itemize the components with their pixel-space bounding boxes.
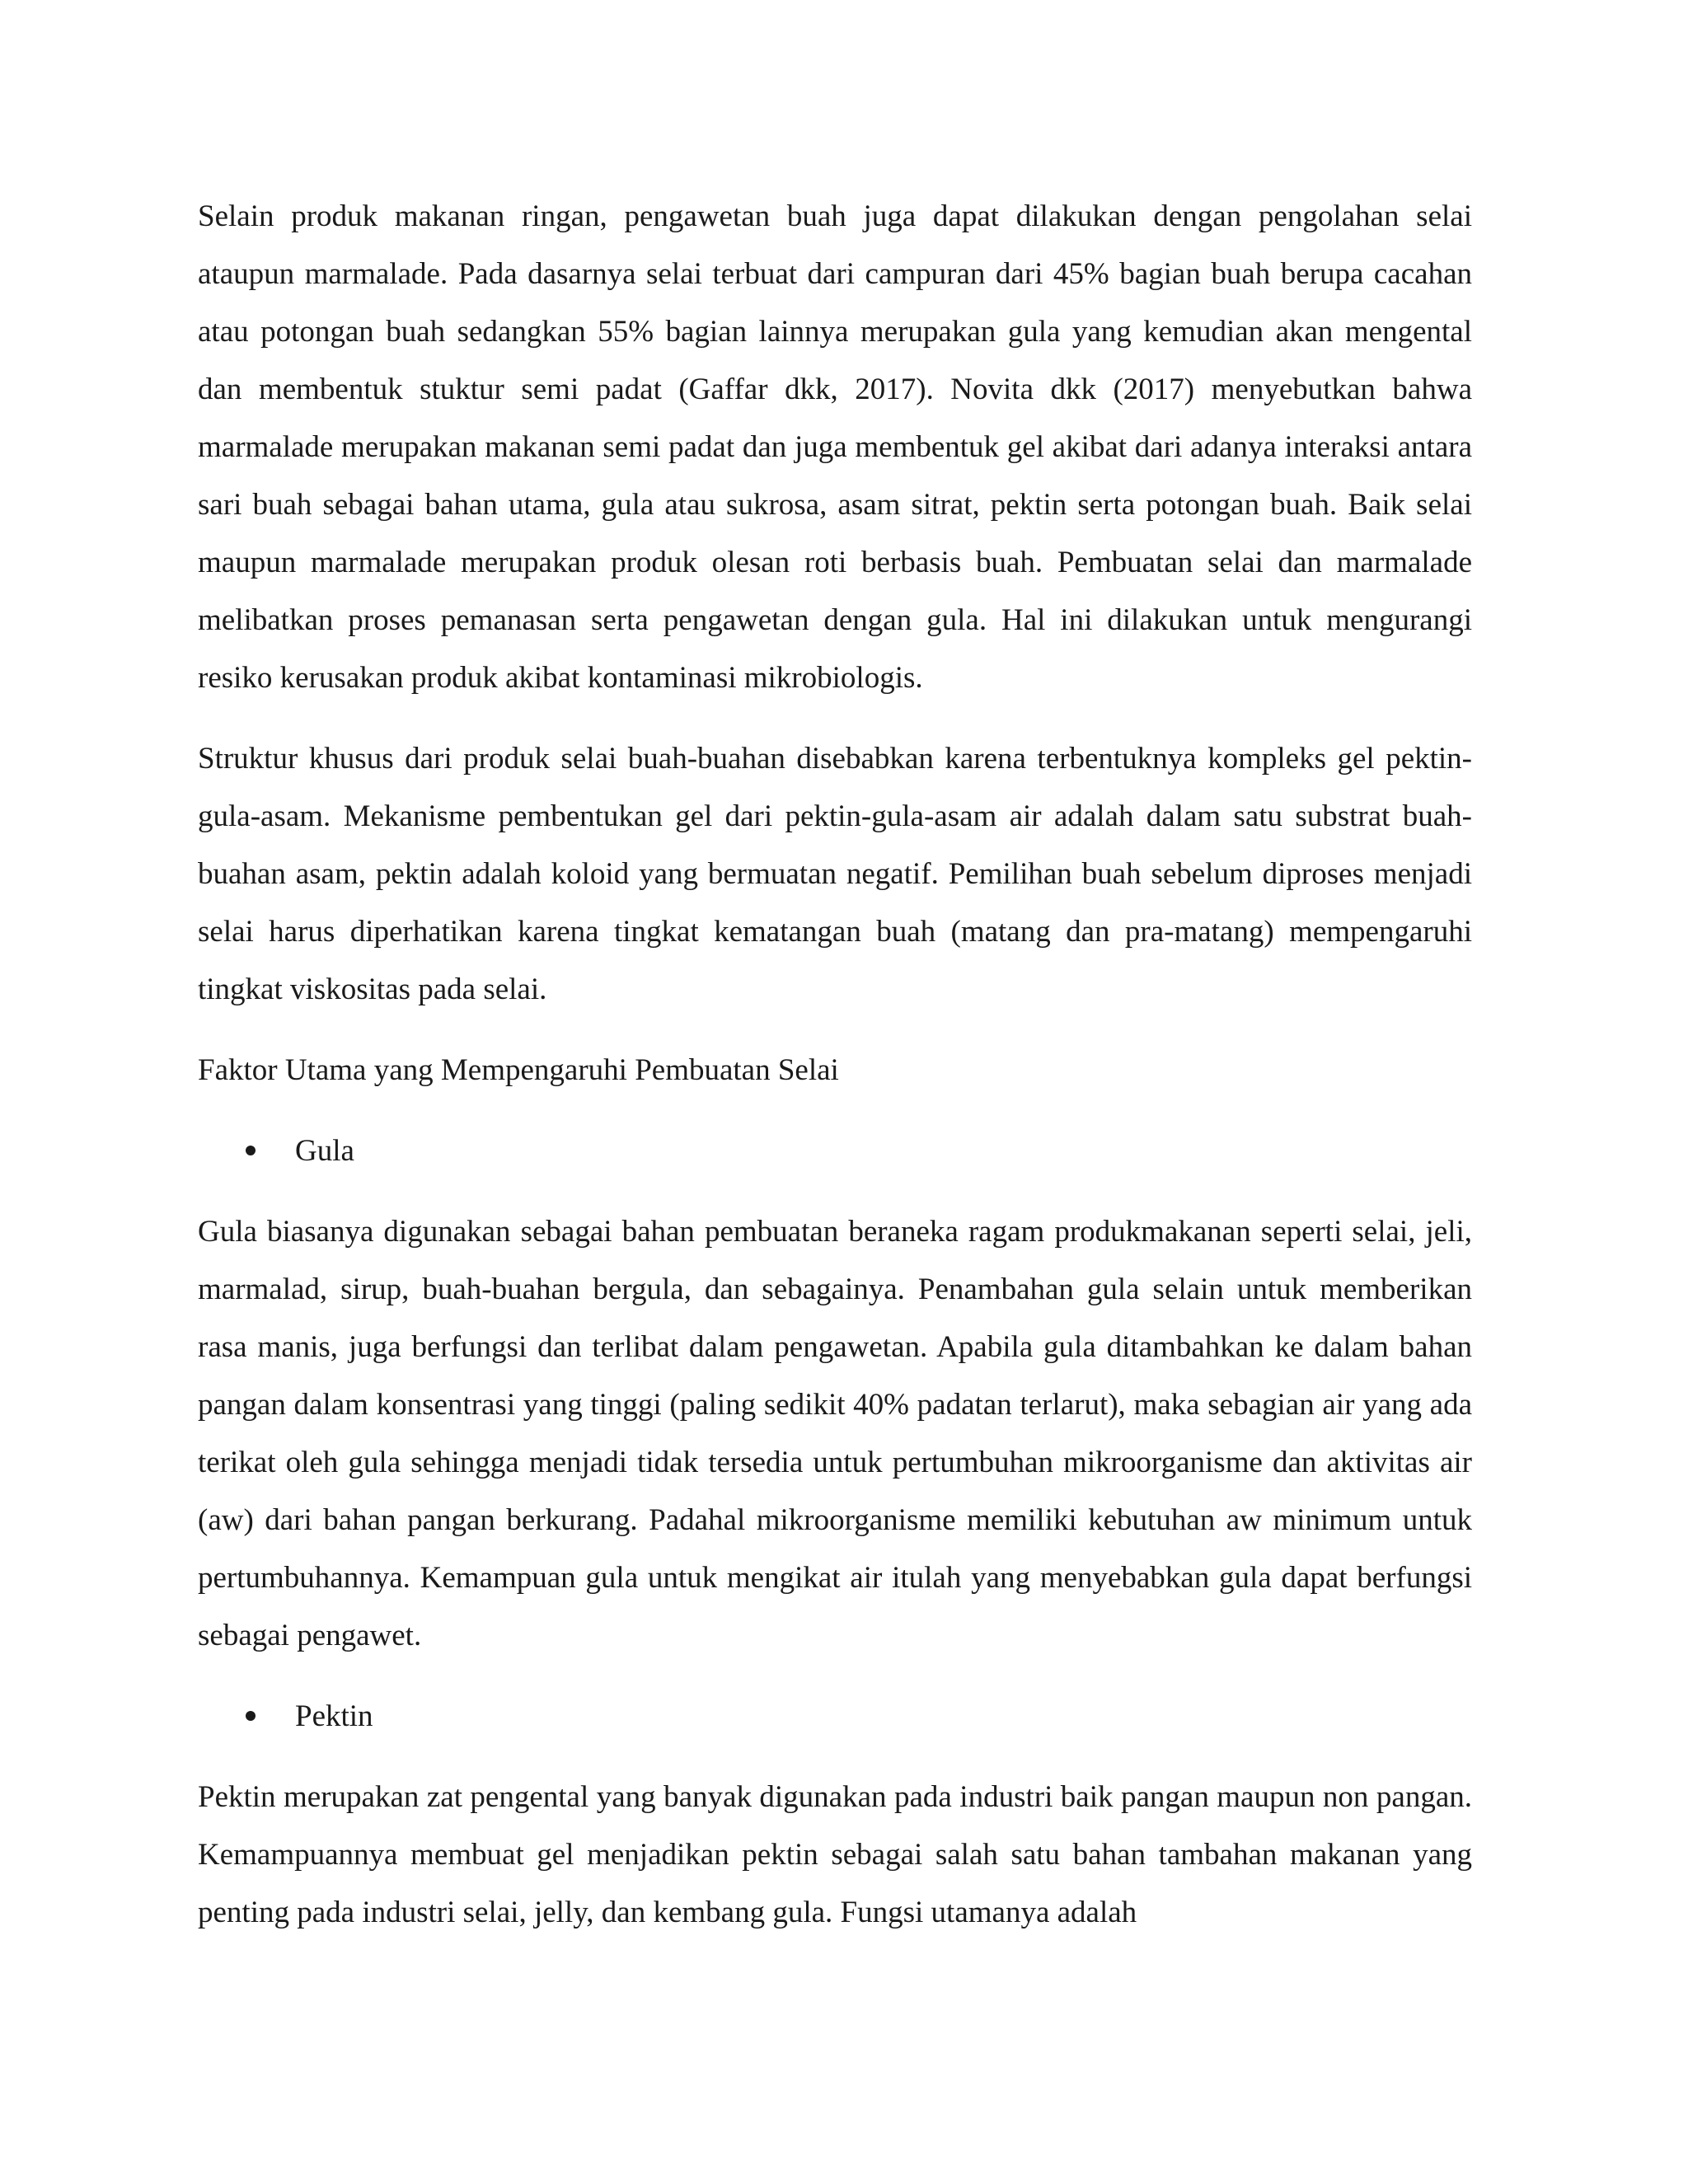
paragraph-struktur-selai: Struktur khusus dari produk selai buah-buahan disebabkan karena terbentuknya kompleks gel pektin-gula-asam. Mekanisme pembentukan gel dari pektin-gula-asam air adalah dalam satu substrat buah-buahan asam, pektin adalah koloid yang bermuatan negatif. Pemilihan buah sebelum diproses menjadi selai harus diperhatikan karena tingkat kematangan buah (matang dan pra-matang) mempengaruhi tingkat viskositas pada selai. <box>198 742 1472 1006</box>
paragraph-pektin: Pektin merupakan zat pengental yang banyak digunakan pada industri baik pangan maupun non pangan. Kemampuannya membuat gel menjadikan pektin sebagai salah satu bahan tambahan makanan yang penting pada industri selai, jelly, dan kembang gula. Fungsi utamanya adalah <box>198 1780 1472 1929</box>
bullet-dot-icon <box>246 1711 256 1721</box>
bullet-item-pektin <box>198 1688 1472 1746</box>
bullet-label-gula: Gula <box>295 1134 354 1168</box>
paragraph-selai-marmalade: Selain produk makanan ringan, pengawetan buah juga dapat dilakukan dengan pengolahan selai ataupun marmalade. Pada dasarnya selai terbuat dari campuran dari 45% bagian buah berupa cacahan atau potongan buah sedangkan 55% bagian lainnya merupakan gula yang kemudian akan mengental dan membentuk stuktur semi padat (Gaffar dkk, 2017). Novita dkk (2017) menyebutkan bahwa marmalade merupakan makanan semi padat dan juga membentuk gel akibat dari adanya interaksi antara sari buah sebagai bahan utama, gula atau sukrosa, asam sitrat, pektin serta potongan buah. Baik selai maupun marmalade merupakan produk olesan roti berbasis buah. Pembuatan selai dan marmalade melibatkan proses pemanasan serta pengawetan dengan gula. Hal ini dilakukan untuk mengurangi resiko kerusakan produk akibat kontaminasi mikrobiologis. <box>198 199 1472 695</box>
document-body <box>198 188 1472 1942</box>
section-heading: Faktor Utama yang Mempengaruhi Pembuatan Selai <box>198 1053 839 1087</box>
bullet-label-pektin: Pektin <box>295 1699 373 1733</box>
bullet-item-gula <box>198 1122 1472 1180</box>
paragraph-gula: Gula biasanya digunakan sebagai bahan pembuatan beraneka ragam produkmakanan seperti selai, jeli, marmalad, sirup, buah-buahan bergula, dan sebagainya. Penambahan gula selain untuk memberikan rasa manis, juga berfungsi dan terlibat dalam pengawetan. Apabila gula ditambahkan ke dalam bahan pangan dalam konsentrasi yang tinggi (paling sedikit 40% padatan terlarut), maka sebagian air yang ada terikat oleh gula sehingga menjadi tidak tersedia untuk pertumbuhan mikroorganisme dan aktivitas air (aw) dari bahan pangan berkurang. Padahal mikroorganisme memiliki kebutuhan aw minimum untuk pertumbuhannya. Kemampuan gula untuk mengikat air itulah yang menyebabkan gula dapat berfungsi sebagai pengawet. <box>198 1215 1472 1652</box>
bullet-dot-icon <box>246 1146 256 1155</box>
